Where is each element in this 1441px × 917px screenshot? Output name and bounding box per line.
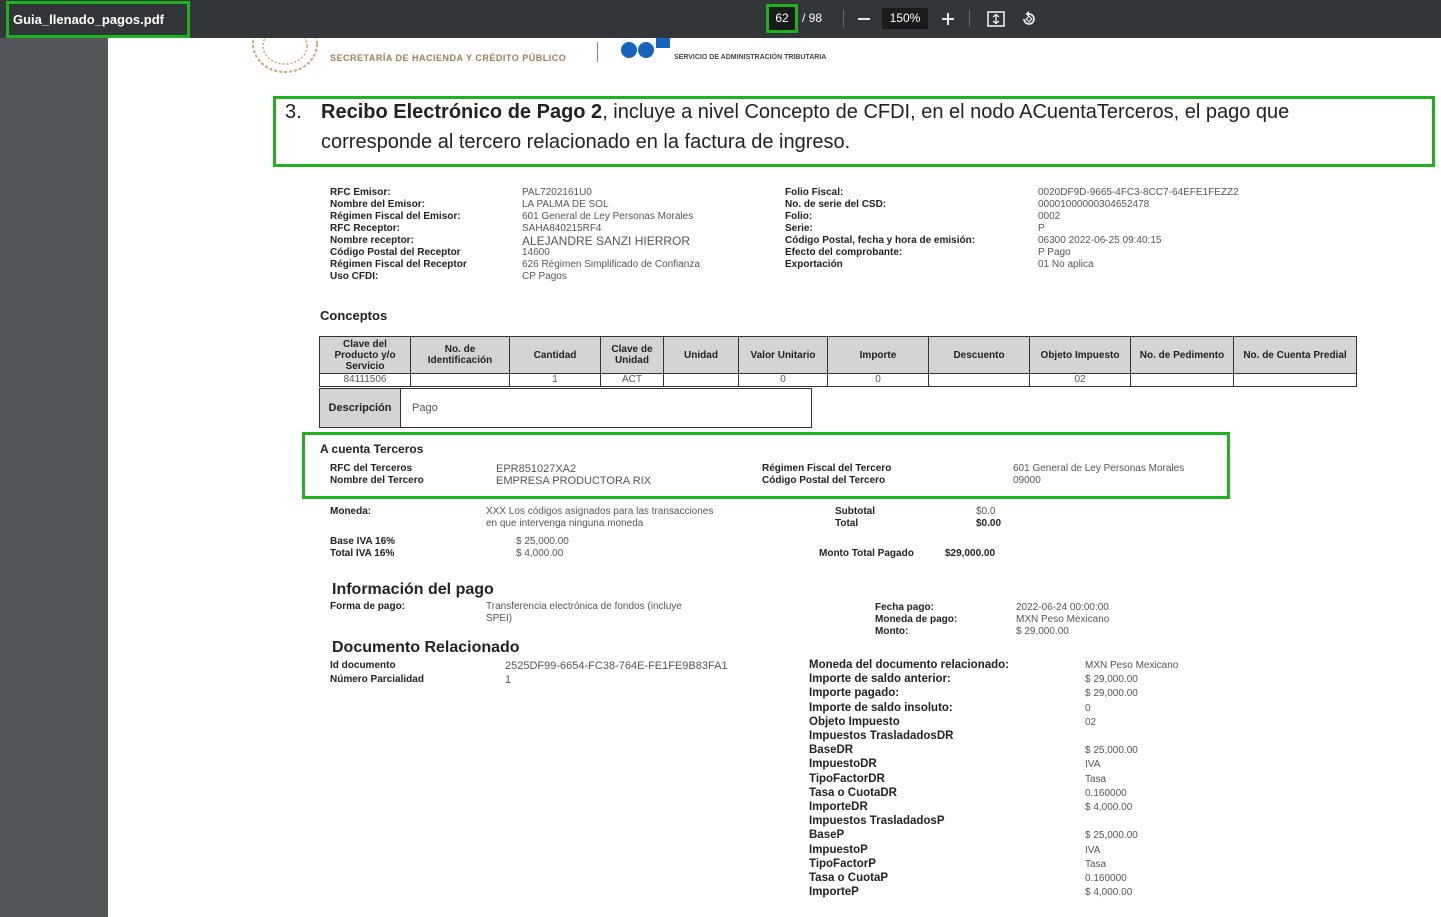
emisor-field-value: 601 General de Ley Personas Morales bbox=[522, 211, 694, 222]
terceros-cp-value: 09000 bbox=[1013, 475, 1041, 486]
table-header-row bbox=[320, 337, 1357, 374]
viewer-toolbar bbox=[0, 0, 1441, 38]
emisor-field-label: Código Postal del Receptor bbox=[330, 247, 461, 258]
table-cell bbox=[1234, 374, 1357, 387]
related-field-label: ImpuestoDR bbox=[809, 758, 877, 771]
descripcion-box bbox=[319, 388, 812, 428]
related-field-label: Objeto Impuesto bbox=[809, 715, 900, 728]
emisor-field-value: 626 Régimen Simplificado de Confianza bbox=[522, 259, 700, 270]
forma-pago-value-1: Transferencia electrónica de fondos (incluye bbox=[486, 601, 682, 612]
terceros-rfc-value: EPR851027XA2 bbox=[496, 463, 577, 475]
moneda-label: Moneda: bbox=[330, 506, 372, 517]
table-header-cell: No. de Pedimento bbox=[1131, 337, 1234, 374]
emisor-field-label: RFC Emisor: bbox=[330, 187, 391, 198]
table-cell bbox=[664, 374, 739, 387]
info-pago-title: Información del pago bbox=[332, 581, 494, 598]
folio-field-label: Efecto del comprobante: bbox=[785, 247, 903, 258]
zoom-level[interactable]: 150% bbox=[882, 8, 928, 29]
shcp-logo-icon bbox=[250, 38, 320, 74]
fecha-pago-value: 2022-06-24 00:00:00 bbox=[1016, 602, 1109, 613]
id-doc-value: 2525DF99-6654-FC38-764E-FE1FE9B83FA1 bbox=[505, 660, 728, 672]
related-field-value: IVA bbox=[1085, 844, 1101, 856]
total-label: Total bbox=[835, 518, 859, 529]
related-field-label: Impuestos TrasladadosP bbox=[809, 815, 945, 828]
table-cell bbox=[929, 374, 1030, 387]
terceros-title: A cuenta Terceros bbox=[320, 442, 424, 456]
related-field-value: $ 25,000.00 bbox=[1085, 830, 1138, 842]
file-name: Guia_llenado_pagos.pdf bbox=[6, 1, 190, 38]
table-cell bbox=[411, 374, 510, 387]
minus-icon bbox=[857, 12, 871, 26]
related-field-label: Importe pagado: bbox=[809, 687, 900, 700]
terceros-rfc-label: RFC del Terceros bbox=[330, 463, 413, 474]
related-field-value: $ 29,000.00 bbox=[1085, 688, 1138, 700]
sat-logo-icon bbox=[620, 38, 670, 62]
related-field-label: Tasa o CuotaP bbox=[809, 872, 889, 884]
base-iva-label: Base IVA 16% bbox=[330, 536, 396, 547]
related-field-value: 0.160000 bbox=[1085, 873, 1127, 884]
folio-field-value: 00001000000304652478 bbox=[1038, 199, 1150, 210]
current-page-input[interactable]: 62 bbox=[766, 4, 798, 33]
monto-label: Monto: bbox=[875, 626, 909, 637]
folio-field-value: 06300 2022-06-25 09:40:15 bbox=[1038, 235, 1162, 246]
moneda-pago-label: Moneda de pago: bbox=[875, 614, 958, 625]
related-field-label: ImporteP bbox=[809, 886, 859, 899]
related-field-label: Importe de saldo anterior: bbox=[809, 673, 951, 686]
folio-field-value: 0020DF9D-9665-4FC3-8CC7-64EFE1FEZZ2 bbox=[1038, 187, 1239, 198]
subtotal-value: $0.0 bbox=[976, 506, 996, 517]
highlight-item-3 bbox=[273, 96, 1435, 167]
folio-field-label: Serie: bbox=[785, 223, 813, 234]
folio-field-value: 01 No aplica bbox=[1038, 259, 1094, 270]
table-cell: 84111506 bbox=[320, 374, 411, 387]
conceptos-title: Conceptos bbox=[320, 308, 388, 323]
moneda-pago-value: MXN Peso Mexicano bbox=[1016, 614, 1110, 625]
related-field-value: Tasa bbox=[1085, 773, 1107, 785]
conceptos-table bbox=[319, 336, 1357, 387]
folio-field-label: Folio Fiscal: bbox=[785, 187, 844, 198]
table-header-cell: Descuento bbox=[929, 337, 1030, 374]
related-field-label: Importe de saldo insoluto: bbox=[809, 701, 953, 714]
toolbar-divider bbox=[843, 10, 844, 27]
table-header-cell: Objeto Impuesto bbox=[1030, 337, 1131, 374]
related-field-value: $ 25,000.00 bbox=[1085, 745, 1138, 757]
descripcion-label: Descripción bbox=[320, 389, 401, 427]
related-field-label: Moneda del documento relacionado: bbox=[809, 659, 1009, 671]
rotate-button[interactable] bbox=[1016, 6, 1042, 32]
table-header-cell: Cantidad bbox=[510, 337, 601, 374]
pdf-page bbox=[108, 38, 1441, 917]
terceros-cp-label: Código Postal del Tercero bbox=[762, 475, 886, 486]
emisor-field-label: Régimen Fiscal del Emisor: bbox=[330, 211, 461, 222]
folio-field-label: Exportación bbox=[785, 259, 843, 270]
table-header-cell: Importe bbox=[828, 337, 929, 374]
table-row bbox=[320, 374, 1357, 387]
terceros-regimen-value: 601 General de Ley Personas Morales bbox=[1013, 463, 1185, 474]
total-iva-label: Total IVA 16% bbox=[330, 548, 395, 559]
fit-page-icon bbox=[987, 11, 1005, 27]
num-parc-value: 1 bbox=[505, 674, 512, 686]
related-field-label: TipoFactorDR bbox=[809, 772, 885, 785]
table-header-cell: No. de Cuenta Predial bbox=[1234, 337, 1357, 374]
emisor-field-label: Nombre del Emisor: bbox=[330, 199, 426, 210]
num-parc-label: Número Parcialidad bbox=[330, 674, 424, 685]
emisor-field-label: Nombre receptor: bbox=[330, 235, 414, 246]
folio-field-label: No. de serie del CSD: bbox=[785, 199, 887, 210]
related-field-value: 02 bbox=[1085, 716, 1097, 728]
sat-header: SERVICIO DE ADMINISTRACIÓN TRIBUTARIA bbox=[674, 54, 827, 61]
table-header-cell: No. de Identificación bbox=[411, 337, 510, 374]
terceros-regimen-label: Régimen Fiscal del Tercero bbox=[762, 463, 892, 474]
zoom-in-button[interactable] bbox=[935, 6, 961, 32]
related-field-label: Tasa o CuotaDR bbox=[809, 786, 897, 799]
item-line-2: corresponde al tercero relacionado en la factura de ingreso. bbox=[321, 131, 851, 153]
table-cell: 1 bbox=[510, 374, 601, 387]
highlight-terceros bbox=[302, 432, 1230, 499]
header-divider bbox=[597, 42, 598, 62]
folio-field-value: P bbox=[1038, 223, 1045, 234]
related-field-label: BaseP bbox=[809, 829, 845, 842]
related-field-value: 0 bbox=[1085, 702, 1091, 714]
related-field-value: $ 4,000.00 bbox=[1085, 802, 1133, 813]
folio-field-label: Folio: bbox=[785, 211, 813, 222]
related-field-value: Tasa bbox=[1085, 858, 1107, 870]
monto-value: $ 29,000.00 bbox=[1016, 626, 1069, 637]
related-field-label: ImporteDR bbox=[809, 801, 868, 813]
table-header-cell: Clave de Unidad bbox=[601, 337, 664, 374]
emisor-field-value: SAHA840215RF4 bbox=[522, 223, 602, 234]
rotate-icon bbox=[1020, 10, 1038, 28]
emisor-field-label: RFC Receptor: bbox=[330, 223, 401, 234]
doc-rel-title: Documento Relacionado bbox=[332, 639, 520, 656]
monto-total-label: Monto Total Pagado bbox=[819, 548, 914, 559]
fit-page-button[interactable] bbox=[983, 6, 1009, 32]
table-cell: ACT bbox=[601, 374, 664, 387]
related-field-label: BaseDR bbox=[809, 744, 854, 757]
table-cell: 02 bbox=[1030, 374, 1131, 387]
emisor-field-value: ALEJANDRE SANZI HIERROR bbox=[522, 234, 691, 248]
item-text: , incluye a nivel Concepto de CFDI, en el nodo ACuentaTerceros, el pago que bbox=[602, 101, 1290, 123]
table-header-cell: Unidad bbox=[664, 337, 739, 374]
left-gutter bbox=[0, 38, 108, 917]
toolbar-divider bbox=[969, 10, 970, 27]
related-field-value: IVA bbox=[1085, 759, 1101, 771]
zoom-out-button[interactable] bbox=[851, 6, 877, 32]
total-pages: / 98 bbox=[802, 11, 823, 25]
emisor-field-value: PAL7202161U0 bbox=[522, 187, 592, 198]
related-field-label: ImpuestoP bbox=[809, 843, 868, 856]
moneda-value-2: en que intervenga ninguna moneda bbox=[486, 518, 644, 529]
item-number: 3. bbox=[285, 101, 302, 123]
shcp-header: SECRETARÍA DE HACIENDA Y CRÉDITO PÚBLICO bbox=[330, 53, 567, 63]
base-iva-value: $ 25,000.00 bbox=[516, 536, 569, 547]
table-header-cell: Clave del Producto y/o Servicio bbox=[320, 337, 411, 374]
emisor-field-label: Uso CFDI: bbox=[330, 271, 379, 282]
emisor-field-value: LA PALMA DE SOL bbox=[522, 199, 609, 210]
folio-field-value: 0002 bbox=[1038, 211, 1061, 222]
forma-pago-label: Forma de pago: bbox=[330, 601, 406, 612]
related-field-value: MXN Peso Mexicano bbox=[1085, 660, 1179, 671]
related-field-value: $ 4,000.00 bbox=[1085, 887, 1133, 899]
total-iva-value: $ 4,000.00 bbox=[516, 548, 564, 559]
related-field-value: $ 29,000.00 bbox=[1085, 674, 1138, 686]
forma-pago-value-2: SPEI) bbox=[486, 613, 513, 624]
descripcion-value: Pago bbox=[412, 402, 438, 414]
total-value: $0.00 bbox=[976, 518, 1002, 529]
plus-icon bbox=[941, 12, 955, 26]
table-cell: 0 bbox=[739, 374, 828, 387]
related-field-value: 0.160000 bbox=[1085, 787, 1127, 799]
related-field-label: Impuestos TrasladadosDR bbox=[809, 730, 954, 742]
subtotal-label: Subtotal bbox=[835, 506, 875, 517]
folio-field-value: P Pago bbox=[1038, 247, 1071, 258]
moneda-value-1: XXX Los códigos asignados para las transacciones bbox=[486, 506, 714, 517]
emisor-field-value: 14600 bbox=[522, 247, 550, 258]
monto-total-value: $29,000.00 bbox=[945, 548, 996, 559]
id-doc-label: Id documento bbox=[330, 660, 396, 671]
fecha-pago-label: Fecha pago: bbox=[875, 602, 934, 613]
emisor-field-value: CP Pagos bbox=[522, 271, 567, 282]
item-title: Recibo Electrónico de Pago 2 bbox=[321, 101, 603, 123]
related-field-label: TipoFactorP bbox=[809, 857, 876, 870]
table-cell bbox=[1131, 374, 1234, 387]
emisor-field-label: Régimen Fiscal del Receptor bbox=[330, 259, 467, 270]
folio-field-label: Código Postal, fecha y hora de emisión: bbox=[785, 235, 976, 246]
terceros-nombre-value: EMPRESA PRODUCTORA RIX bbox=[496, 475, 652, 487]
table-cell: 0 bbox=[828, 374, 929, 387]
terceros-nombre-label: Nombre del Tercero bbox=[330, 475, 424, 486]
table-header-cell: Valor Unitario bbox=[739, 337, 828, 374]
